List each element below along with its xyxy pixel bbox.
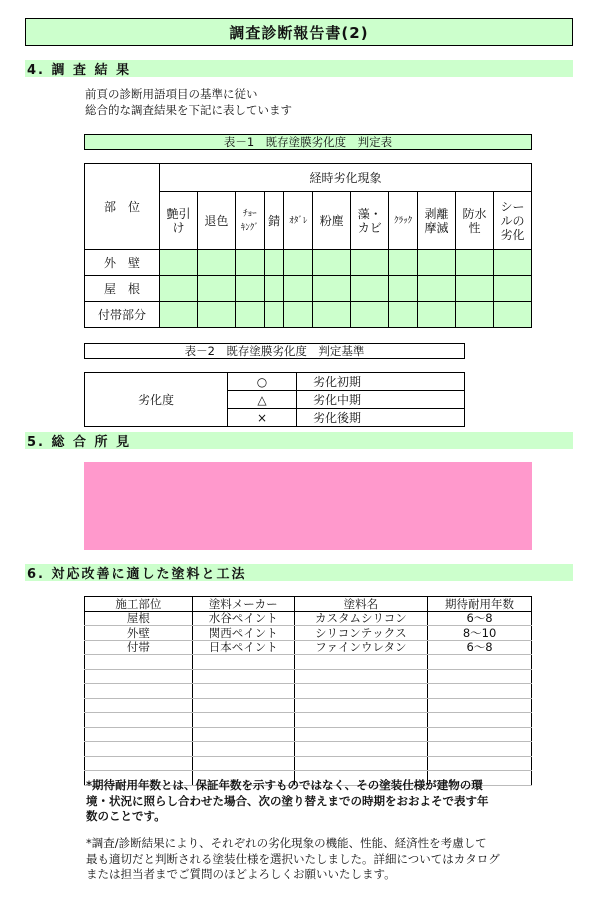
intro-line-1: 前頁の診断用語項目の基準に従い [85,87,258,101]
result-cell [197,302,235,328]
note-line: 数のことです。 [86,809,166,823]
result-cell [284,276,313,302]
table-row [85,655,532,670]
result-cell [351,250,389,276]
table-cell [85,713,193,728]
column-header-line: ルの [500,213,525,228]
table-cell [428,698,532,713]
column-header: 施工部位 [85,597,193,612]
column-header-line: 艶引 [166,206,191,221]
table-cell: 外壁 [85,626,193,641]
deterioration-judgment-table [84,163,532,328]
column-header-line: 退色 [204,213,229,228]
result-cell [313,302,351,328]
note-line: 最も適切だと判断される塗装仕様を選択いたしました。詳細についてはカタログ [86,851,500,866]
criteria-symbol: ○ [228,373,297,391]
column-header-line: 錆 [268,213,281,228]
table-cell [428,727,532,742]
result-cell [456,276,494,302]
column-header [493,192,531,250]
criteria-text: 劣化中期 [297,391,465,409]
result-cell [160,302,198,328]
result-cell [264,302,284,328]
page-title: 調査診断報告書(2) [25,18,573,46]
table-row [85,669,532,684]
column-header [235,192,264,250]
table-row [85,611,532,626]
table-cell [85,698,193,713]
row-label-exterior-wall: 外 壁 [85,250,160,276]
criteria-symbol: × [228,409,297,427]
column-header-line: け [172,220,185,235]
table-cell [192,727,294,742]
paint-recommendation-table [84,596,532,786]
column-header-line: ｸﾗｯｸ [394,215,413,226]
table-cell [192,756,294,771]
column-header-line: 劣化 [500,227,525,242]
column-header [313,192,351,250]
table-cell [294,655,427,670]
column-header: 期待耐用年数 [428,597,532,612]
table-cell: シリコンテックス [294,626,427,641]
result-cell [456,302,494,328]
note-line: または担当者までご質問のほどよろしくお願いいたします。 [86,867,396,881]
table-cell [294,669,427,684]
column-header-line: ﾁｮｰ [243,208,257,219]
table-cell [192,713,294,728]
result-cell [264,250,284,276]
column-header: 塗料メーカー [192,597,294,612]
table-row [85,756,532,771]
table-cell: 付帯 [85,640,193,655]
table-row [85,373,465,391]
table1-row-header: 部 位 [85,164,160,250]
table-cell: 日本ペイント [192,640,294,655]
result-cell [389,250,418,276]
result-cell [389,276,418,302]
table-row [85,250,532,276]
table-cell [428,669,532,684]
column-header-line: ｵﾀﾞﾚ [289,215,308,226]
deterioration-criteria-table [84,372,465,427]
table-cell [294,727,427,742]
table-row [85,742,532,757]
result-cell [197,250,235,276]
result-cell [197,276,235,302]
result-cell [493,302,531,328]
section-6-heading: 6. 対応改善に適した塗料と工法 [25,564,573,581]
result-cell [313,250,351,276]
table-cell: 水谷ペイント [192,611,294,626]
table-cell [428,713,532,728]
table-cell [85,684,193,699]
table-row [85,713,532,728]
column-header-line: シー [500,199,525,214]
result-cell [389,302,418,328]
table-cell: 8～10 [428,626,532,641]
column-header-line: 粉塵 [319,213,344,228]
criteria-label: 劣化度 [85,373,228,427]
table-cell [294,756,427,771]
table-cell [192,669,294,684]
table-cell [294,684,427,699]
column-header-line: 藻・ [357,206,382,221]
row-label-accessories: 付帯部分 [85,302,160,328]
result-cell [235,276,264,302]
result-cell [351,276,389,302]
result-cell [351,302,389,328]
table-cell [294,713,427,728]
note-selection [86,836,536,883]
result-cell [235,250,264,276]
table2-caption: 表－2 既存塗膜劣化度 判定基準 [84,343,465,359]
table-cell [85,655,193,670]
table-cell [294,742,427,757]
table-row [85,302,532,328]
criteria-text: 劣化初期 [297,373,465,391]
table-cell [294,698,427,713]
column-header [389,192,418,250]
overall-findings-box [84,462,532,550]
table-cell: 屋根 [85,611,193,626]
result-cell [160,276,198,302]
table-cell: ファインウレタン [294,640,427,655]
table-cell [192,684,294,699]
table-cell [192,655,294,670]
column-header-line: 防水 [462,206,487,221]
column-header [264,192,284,250]
table1-caption: 表－1 既存塗膜劣化度 判定表 [84,134,532,150]
table-cell [192,742,294,757]
table-row [85,698,532,713]
table-row [85,640,532,655]
column-header [456,192,494,250]
column-header-line: 剥離 [424,206,449,221]
table-cell [428,684,532,699]
column-header-line: 性 [468,220,481,235]
table-cell: 6～8 [428,611,532,626]
result-cell [284,250,313,276]
row-label-roof: 屋 根 [85,276,160,302]
column-header-line: ｷﾝｸﾞ [240,222,259,233]
result-cell [418,302,456,328]
column-header [418,192,456,250]
column-header: 塗料名 [294,597,427,612]
table-row [85,727,532,742]
table-cell [428,756,532,771]
result-cell [418,250,456,276]
table-cell [192,698,294,713]
result-cell [284,302,313,328]
result-cell [160,250,198,276]
note-line: 境・状況に照らし合わせた場合、次の塗り替えまでの時期をおおよそで表す年 [86,793,489,808]
table-cell [428,655,532,670]
column-header-line: 摩滅 [424,220,449,235]
table1-group-header: 経時劣化現象 [160,164,532,192]
table-cell: カスタムシリコン [294,611,427,626]
criteria-symbol: △ [228,391,297,409]
column-header [284,192,313,250]
table-cell [85,669,193,684]
table-row [85,684,532,699]
column-header [160,192,198,250]
note-line: *期待耐用年数とは、保証年数を示すものではなく、その塗装仕様が建物の環 [86,778,483,792]
result-cell [493,276,531,302]
result-cell [235,302,264,328]
column-header [197,192,235,250]
result-cell [264,276,284,302]
criteria-text: 劣化後期 [297,409,465,427]
intro-text [85,86,525,118]
table-cell [85,742,193,757]
table-cell [428,742,532,757]
table-cell: 6～8 [428,640,532,655]
result-cell [493,250,531,276]
column-header [351,192,389,250]
section-5-heading: 5. 総 合 所 見 [25,432,573,449]
result-cell [313,276,351,302]
table-row [85,626,532,641]
table-cell [85,756,193,771]
note-line: *調査/診断結果により、それぞれの劣化現象の機能、性能、経済性を考慮して [86,836,487,850]
table-row [85,276,532,302]
intro-line-2: 総合的な調査結果を下記に表しています [85,103,292,117]
table-cell: 関西ペイント [192,626,294,641]
section-4-heading: 4. 調 査 結 果 [25,60,573,77]
table-cell [85,727,193,742]
result-cell [456,250,494,276]
column-header-line: カビ [357,220,382,235]
note-durability [86,778,536,825]
result-cell [418,276,456,302]
